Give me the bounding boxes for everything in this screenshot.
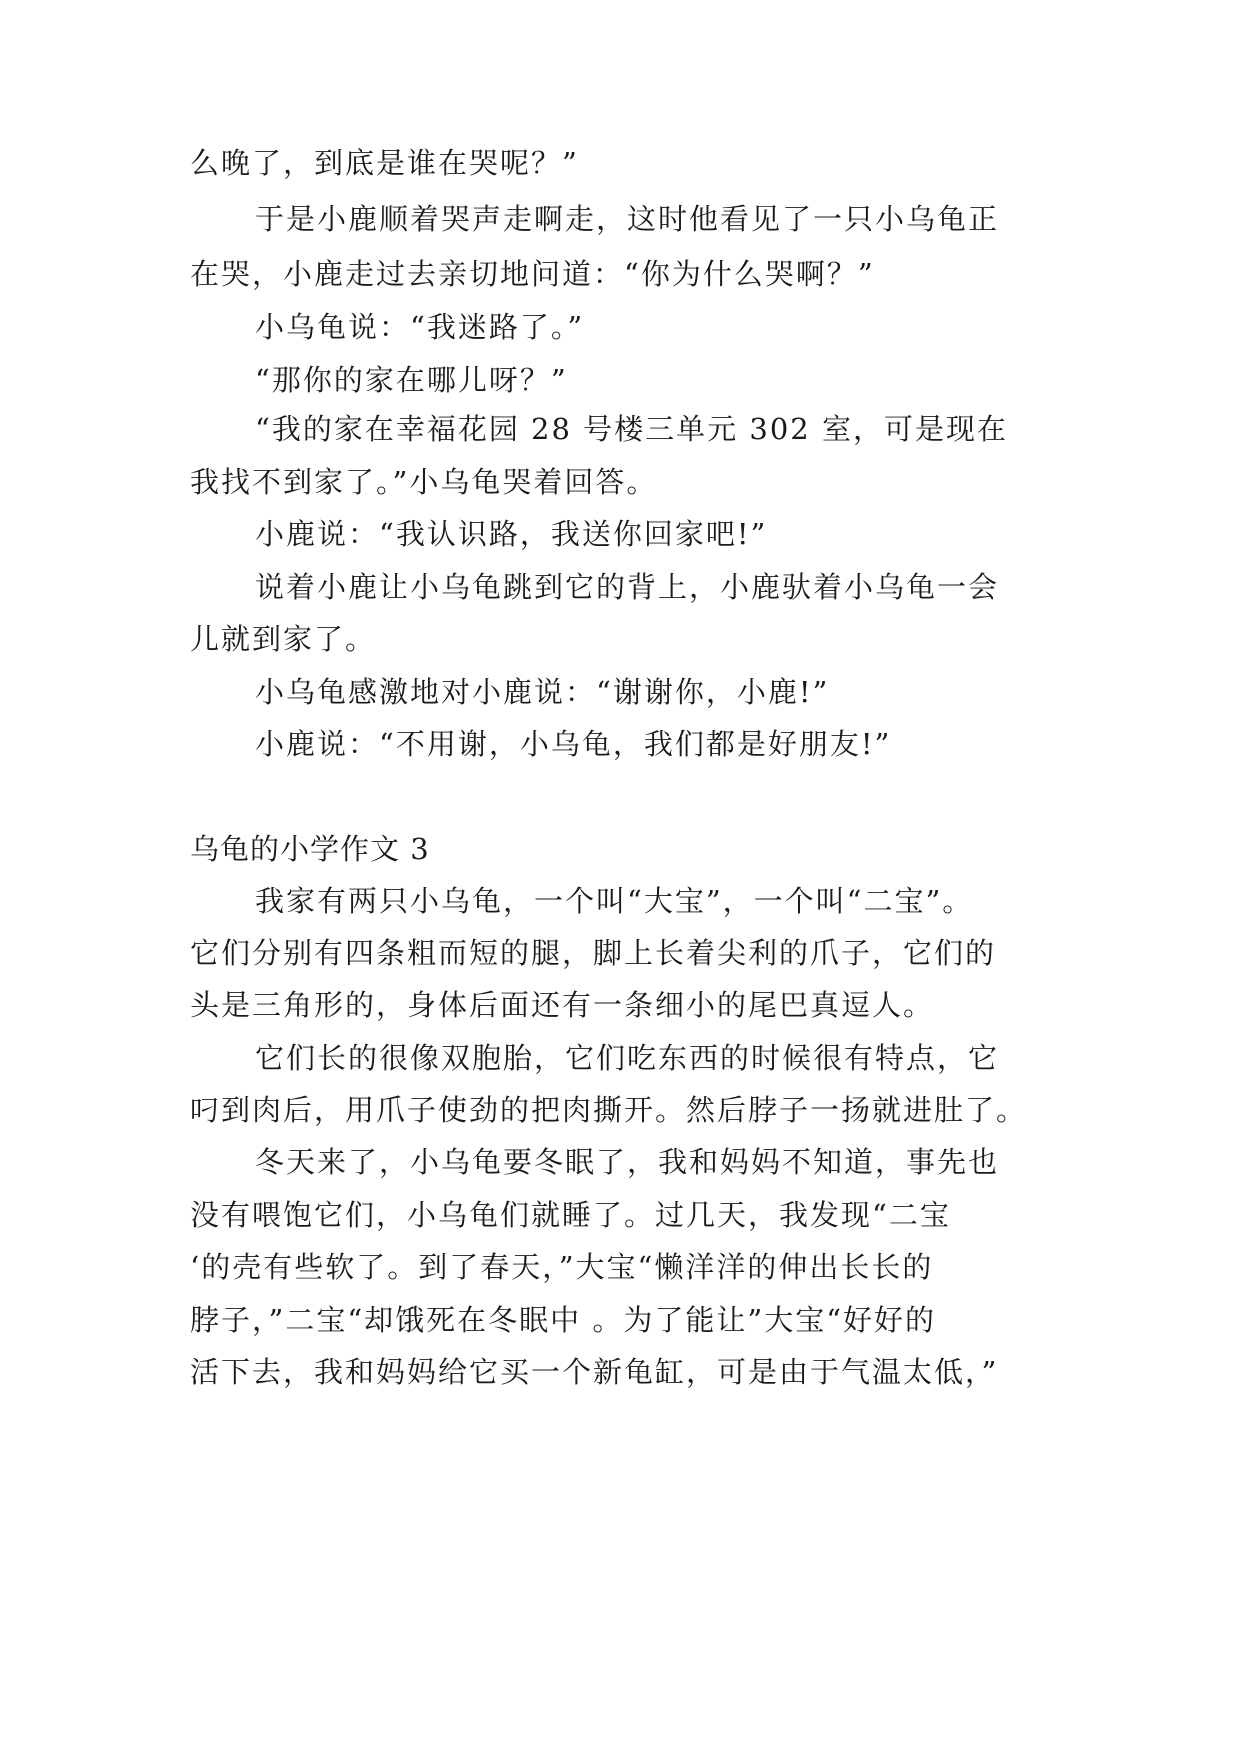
text-line: “我的家在幸福花园 28 号楼三单元 302 室，可是现在 — [255, 412, 1008, 446]
text-line: 在哭，小鹿走过去亲切地问道：“你为什么哭啊？” — [190, 257, 875, 291]
section-title: 乌龟的小学作文 3 — [190, 832, 430, 866]
text-line: 小乌龟说：“我迷路了。” — [255, 310, 585, 344]
text-line: “那你的家在哪儿呀？” — [255, 363, 568, 397]
text-line: 没有喂饱它们，小乌龟们就睡了。过几天，我发现“二宝 — [190, 1198, 951, 1232]
text-line: 叼到肉后，用爪子使劲的把肉撕开。然后脖子一扬就进肚了。 — [190, 1093, 1028, 1127]
text-line: 于是小鹿顺着哭声走啊走，这时他看见了一只小乌龟正 — [255, 202, 1000, 236]
text-line: 冬天来了，小乌龟要冬眠了，我和妈妈不知道，事先也 — [255, 1145, 1000, 1179]
text-line: 我找不到家了。”小乌龟哭着回答。 — [190, 465, 658, 499]
text-line: 脖子，”二宝“却饿死在冬眠中 。为了能让”大宝“好好的 — [190, 1303, 937, 1337]
text-line: 小鹿说：“不用谢，小乌龟，我们都是好朋友!” — [255, 727, 892, 761]
text-line: 它们长的很像双胞胎，它们吃东西的时候很有特点，它 — [255, 1041, 1000, 1075]
text-line: 头是三角形的，身体后面还有一条细小的尾巴真逗人。 — [190, 988, 935, 1022]
text-line: 它们分别有四条粗而短的腿，脚上长着尖利的爪子，它们的 — [190, 936, 997, 970]
text-line: 活下去，我和妈妈给它买一个新龟缸，可是由于气温太低，” — [190, 1355, 999, 1389]
text-line: 我家有两只小乌龟，一个叫“大宝”，一个叫“二宝”。 — [255, 884, 974, 918]
text-line: 小鹿说：“我认识路，我送你回家吧!” — [255, 517, 768, 551]
text-line: 说着小鹿让小乌龟跳到它的背上，小鹿驮着小乌龟一会 — [255, 570, 1000, 604]
text-line: 么晚了，到底是谁在哭呢？” — [190, 146, 579, 180]
text-line: 小乌龟感激地对小鹿说：“谢谢你，小鹿!” — [255, 675, 830, 709]
text-line: ‘的壳有些软了。到了春天，”大宝“懒洋洋的伸出长长的 — [190, 1250, 934, 1284]
text-line: 儿就到家了。 — [190, 622, 377, 656]
